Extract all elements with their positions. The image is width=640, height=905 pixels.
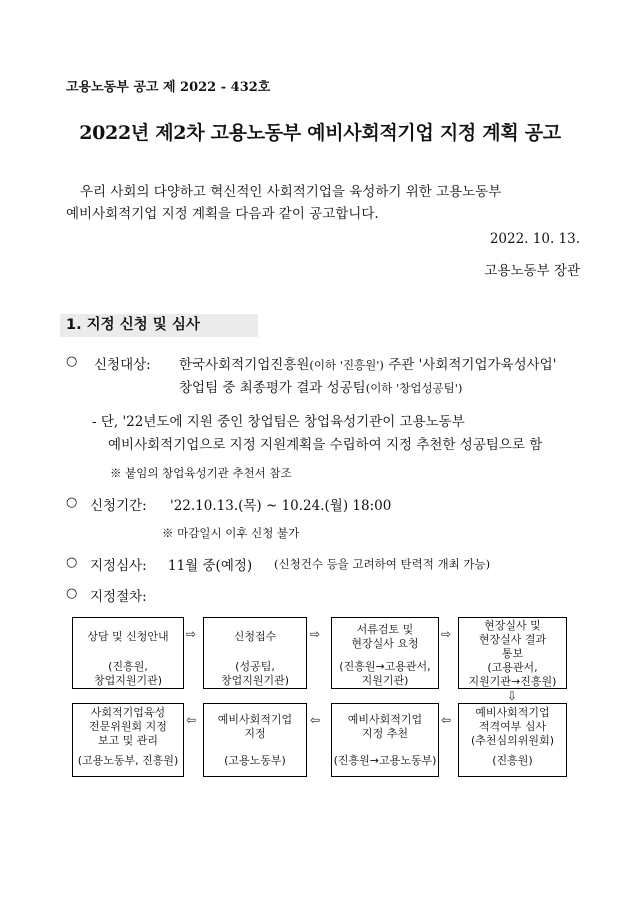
step-org: (성공팀, 창업지원기관) — [220, 660, 290, 687]
review-detail: (신청건수 등을 고려하여 탄력적 개최 가능) — [274, 557, 491, 571]
bullet-review: ○ — [66, 555, 78, 570]
step-org: (고용관서, 지원기관→진흥원) — [468, 661, 557, 688]
step-org: (진흥원, 창업지원기관) — [93, 660, 163, 687]
step-org: (진흥원) — [492, 754, 533, 767]
flow-step-consultation — [72, 617, 184, 689]
arrow-down-icon: ⇩ — [507, 689, 518, 703]
bullet-applicant: ○ — [66, 354, 78, 369]
flow-step-committee-report — [72, 703, 184, 777]
period-label: 신청기간: — [90, 498, 147, 514]
condition-line-1: - 단, '22년도에 지원 중인 창업팀은 창업육성기관이 고용노동부 — [92, 414, 465, 430]
step-org: (진흥원→고용관서, 지원기관) — [339, 660, 431, 687]
applicant-line-1 — [179, 353, 556, 373]
flow-step-site-inspection — [458, 617, 567, 689]
bullet-procedure: ○ — [66, 586, 78, 601]
flow-step-application — [203, 617, 307, 689]
applicant-org: 한국사회적기업진흥원 — [179, 357, 310, 373]
step-title: 현장실사 및 현장실사 결과 통보 — [478, 619, 547, 660]
step-title: 사회적기업육성 전문위원회 지정 보고 및 관리 — [89, 706, 167, 747]
intro-line-2: 예비사회적기업 지정 계획을 다음과 같이 공고합니다. — [66, 206, 379, 222]
flow-step-document-review — [331, 617, 439, 689]
condition-line-2: 예비사회적기업으로 지정 지원계획을 수립하여 지정 추천한 성공팀으로 함 — [108, 437, 543, 453]
review-schedule: 11월 중(예정) — [168, 558, 253, 574]
flow-step-eligibility-review — [458, 703, 567, 777]
arrow-left-icon: ⇦ — [310, 713, 321, 727]
flow-step-designation — [203, 703, 307, 777]
applicant-team: 창업팀 중 최종평가 결과 성공팀 — [179, 380, 366, 396]
bullet-period: ○ — [66, 495, 78, 510]
review-label: 지정심사: — [90, 558, 147, 574]
step-title: 상담 및 신청안내 — [87, 630, 169, 643]
arrow-right-icon: ⇨ — [441, 627, 452, 641]
arrow-left-icon: ⇦ — [441, 713, 452, 727]
applicant-line-2 — [179, 376, 462, 396]
arrow-right-icon: ⇨ — [186, 627, 197, 641]
note-deadline: ※ 마감일시 이후 신청 불가 — [162, 526, 300, 540]
step-title: 서류검토 및 현장실사 요청 — [351, 623, 419, 650]
section-heading: 1. 지정 신청 및 심사 — [60, 314, 258, 337]
notice-number: 고용노동부 공고 제 2022 - 432호 — [66, 80, 271, 95]
applicant-program: 주관 '사회적기업가육성사업' — [383, 357, 557, 373]
arrow-right-icon: ⇨ — [310, 627, 321, 641]
step-org: (진흥원→고용노동부) — [333, 754, 437, 767]
notice-issuer: 고용노동부 장관 — [484, 263, 580, 279]
applicant-label: 신청대상: — [94, 357, 151, 373]
step-title: 예비사회적기업 지정 — [217, 713, 293, 740]
step-title: 예비사회적기업 적격여부 심사 (추천심의위원회) — [471, 706, 554, 747]
step-title: 예비사회적기업 지정 추천 — [347, 713, 423, 740]
applicant-org-abbrev: (이하 '진흥원') — [309, 358, 384, 372]
period-value: '22.10.13.(목) ~ 10.24.(월) 18:00 — [170, 498, 392, 514]
step-org: (고용노동부) — [224, 754, 286, 767]
applicant-team-abbrev: (이하 '창업성공팀') — [365, 381, 463, 395]
procedure-label: 지정절차: — [90, 589, 147, 605]
flow-step-recommendation — [331, 703, 439, 777]
intro-line-1: 우리 사회의 다양하고 혁신적인 사회적기업을 육성하기 위한 고용노동부 — [80, 184, 502, 200]
notice-date: 2022. 10. 13. — [489, 231, 580, 247]
note-recommendation: ※ 붙임의 창업육성기관 추천서 참조 — [110, 466, 292, 480]
document-title: 2022년 제2차 고용노동부 예비사회적기업 지정 계획 공고 — [79, 122, 561, 144]
step-org: (고용노동부, 진흥원) — [77, 754, 179, 767]
step-title: 신청접수 — [233, 630, 277, 643]
arrow-left-icon: ⇦ — [186, 713, 197, 727]
